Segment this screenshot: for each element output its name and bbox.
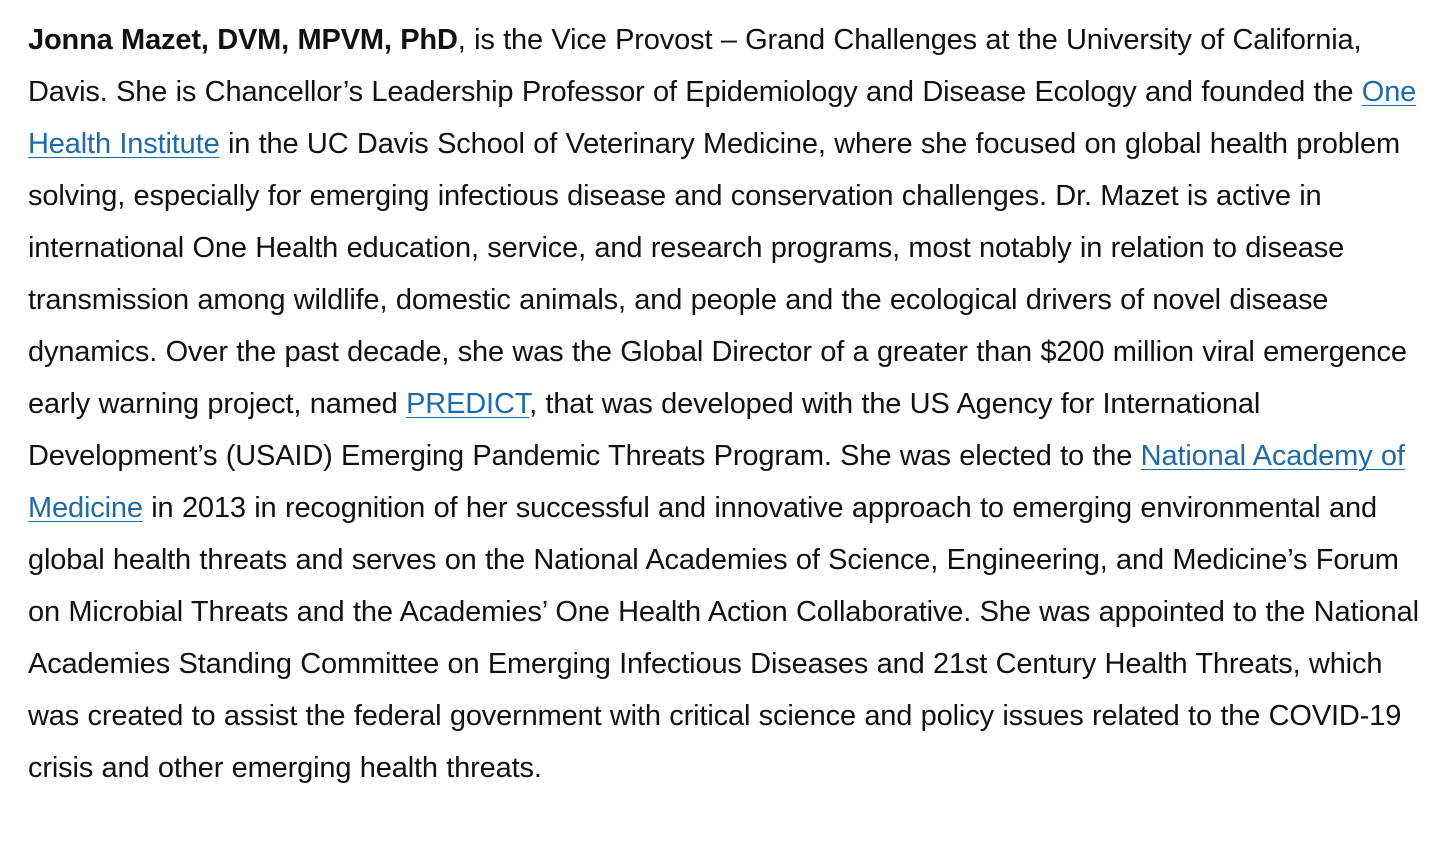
national-academy-of-medicine-link[interactable]: National Academy of Medicine bbox=[28, 440, 1405, 524]
bio-text-segment: in 2013 in recognition of her successful and innovative approach to emerging environmental and global health threats and serves on the National Academies of Science, Engineering, and Medicine’s Forum on Microbial Threats and the Academies’ One Health Action Collaborative. She was appointed to the National Academies Standing Committee on Emerging Infectious Diseases and 21st Century Health Threats, which was created to assist the federal government with critical science and policy issues related to the COVID-19 crisis and other emerging health threats. bbox=[28, 492, 1419, 784]
bio-text-segment: in the UC Davis School of Veterinary Medicine, where she focused on global health problem solving, especially for emerging infectious disease and conservation challenges. Dr. Mazet is active in international One Health education, service, and research programs, most notably in relation to disease transmission among wildlife, domestic animals, and people and the ecological drivers of novel disease dynamics. Over the past decade, she was the Global Director of a greater than $200 million viral emergence early warning project, named bbox=[28, 128, 1407, 420]
bio-text-segment: , that was developed with the US Agency for International Development’s (USAID) Emerging Pandemic Threats Program. She was elected to the bbox=[28, 388, 1261, 472]
predict-link[interactable]: PREDICT bbox=[406, 388, 530, 420]
bio-paragraph bbox=[28, 14, 1428, 794]
person-name: Jonna Mazet, DVM, MPVM, PhD bbox=[28, 24, 458, 56]
bio-text-segment: , is the Vice Provost – Grand Challenges at the University of California, Davis. She is Chancellor’s Leadership Professor of Epidemiology and Disease Ecology and founded the bbox=[28, 24, 1362, 108]
one-health-institute-link[interactable]: One Health Institute bbox=[28, 76, 1417, 160]
